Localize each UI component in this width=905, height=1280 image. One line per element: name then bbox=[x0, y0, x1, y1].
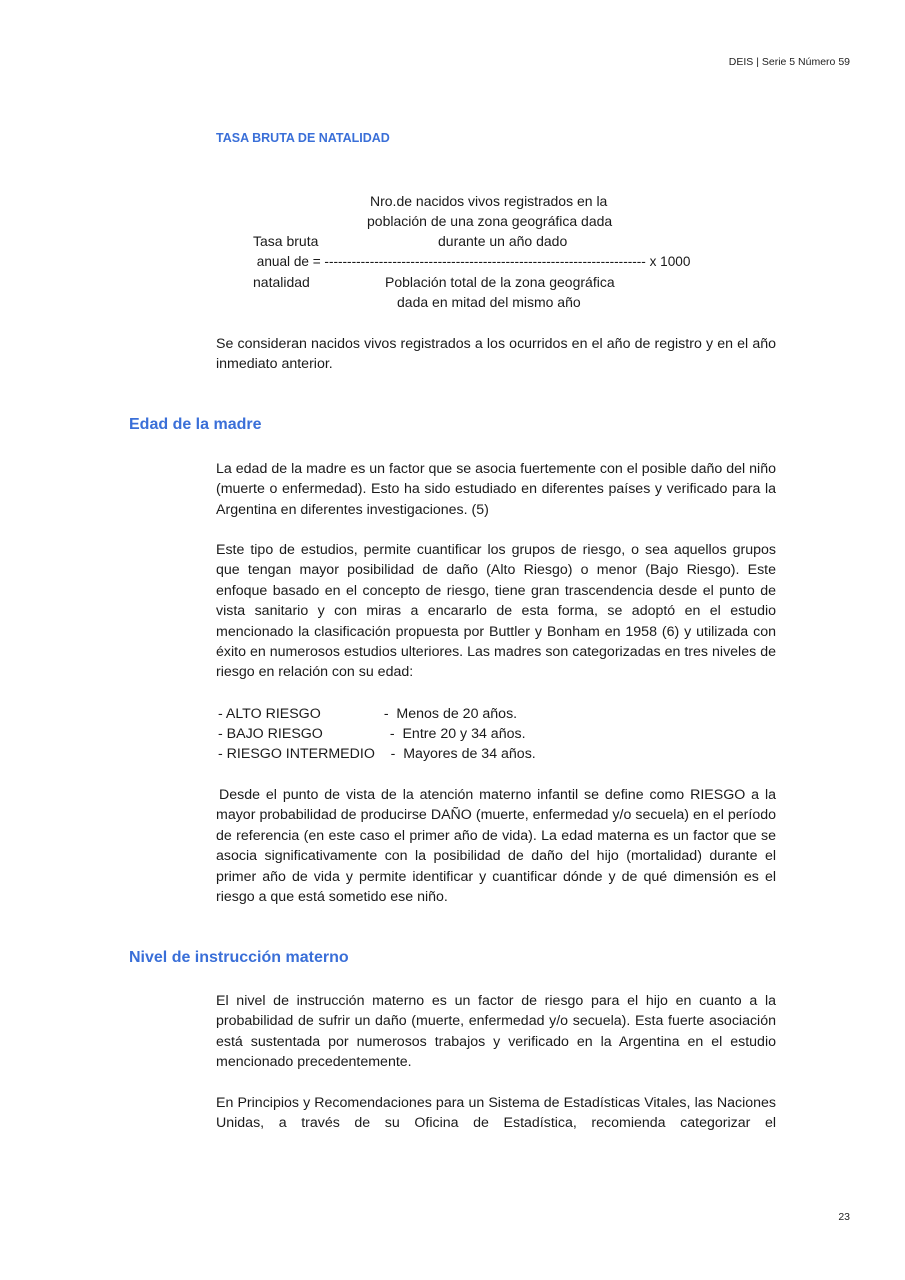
formula-denominator-line-1: Población total de la zona geográfica bbox=[385, 274, 615, 290]
nivel-paragraph-1: El nivel de instrucción materno es un factor de riesgo para el hijo en cuanto a la probabilidad de sufrir un daño (muerte, enfermedad y/o secuela). Esta fuerte asociación está sustentada por numerosos trabajos y verificado en la Argentina en el estudio mencionado precedentemente. bbox=[216, 993, 776, 1071]
risk-item-intermedio: - RIESGO INTERMEDIO - Mayores de 34 años. bbox=[218, 746, 536, 762]
section-title-tasa-bruta: TASA BRUTA DE NATALIDAD bbox=[216, 131, 390, 145]
formula-label-tasa-bruta: Tasa bruta bbox=[253, 233, 319, 249]
formula-denominator-line-2: dada en mitad del mismo año bbox=[397, 294, 581, 310]
formula-label-natalidad: natalidad bbox=[253, 274, 310, 290]
risk-item-bajo: - BAJO RIESGO - Entre 20 y 34 años. bbox=[218, 726, 526, 742]
heading-nivel-de-instruccion: Nivel de instrucción materno bbox=[129, 949, 349, 966]
formula-numerator-line-3: durante un año dado bbox=[438, 233, 568, 249]
nivel-paragraph-2: En Principios y Recomendaciones para un Sistema de Estadísticas Vitales, las Naciones Unidas, a través de su Oficina de Estadística, recomienda categorizar el bbox=[216, 1095, 776, 1132]
formula-fraction-divider: anual de = ----------------------------------------------------------------------- x 1000 bbox=[253, 254, 691, 269]
edad-paragraph-3: Desde el punto de vista de la atención materno infantil se define como RIESGO a la mayor probabilidad de producirse DAÑO (muerte, enfermedad y/o secuela) en el período de referencia (en este caso el primer año de vida). La edad materna es un factor que se asocia significativamente con la posibilidad de daño del hijo (mortalidad) durante el primer año de vida y permite identificar y cuantificar dónde y de qué dimensión es el riesgo a que está sometido ese niño. bbox=[216, 787, 776, 906]
edad-paragraph-1: La edad de la madre es un factor que se asocia fuertemente con el posible daño del niño (muerte o enfermedad). Esto ha sido estudiado en diferentes países y verificado para la Argentina en diferentes investigaciones. (5) bbox=[216, 461, 776, 518]
edad-paragraph-2: Este tipo de estudios, permite cuantificar los grupos de riesgo, o sea aquellos grupos que tengan mayor posibilidad de daño (Alto Riesgo) o menor (Bajo Riesgo). Este enfoque basado en el concepto de riesgo, tiene gran trascendencia desde el punto de vista sanitario y con miras a encararlo de esta forma, se adoptó en el estudio mencionado la clasificación propuesta por Buttler y Bonham en 1958 (6) y utilizada con éxito en numerosos estudios ulteriores. Las madres son categorizadas en tres niveles de riesgo en relación con su edad: bbox=[216, 542, 776, 681]
risk-item-alto: - ALTO RIESGO - Menos de 20 años. bbox=[218, 706, 518, 722]
page-number: 23 bbox=[838, 1211, 850, 1223]
heading-edad-de-la-madre: Edad de la madre bbox=[129, 416, 262, 433]
tasa-note-paragraph: Se consideran nacidos vivos registrados a los ocurridos en el año de registro y en el año inmediato anterior. bbox=[216, 336, 776, 373]
formula-numerator-line-1: Nro.de nacidos vivos registrados en la bbox=[370, 193, 608, 209]
running-header: DEIS | Serie 5 Número 59 bbox=[728, 56, 850, 68]
formula-numerator-line-2: población de una zona geográfica dada bbox=[367, 213, 613, 229]
